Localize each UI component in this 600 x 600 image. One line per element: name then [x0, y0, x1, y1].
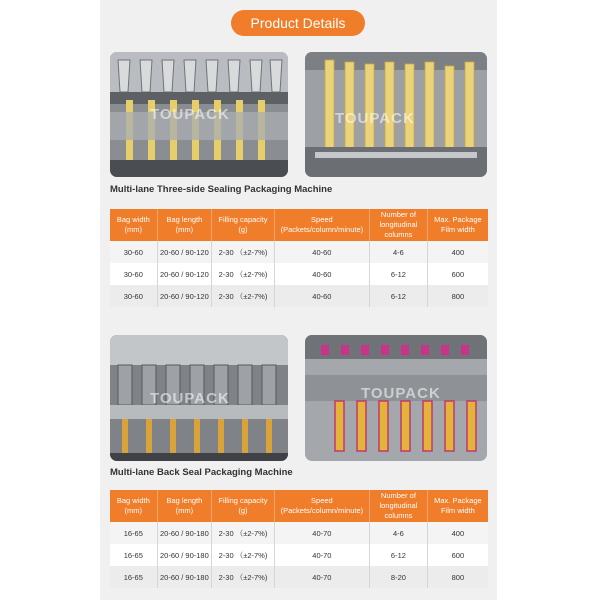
table-cell: 8-20 [370, 566, 428, 588]
watermark-logo: TOUPACK [150, 390, 230, 407]
table-cell: 4-6 [370, 522, 428, 544]
table-cell: 16-65 [110, 522, 158, 544]
table-cell: 40-60 [275, 263, 370, 285]
table-row [110, 522, 488, 544]
spec-table-back-seal [110, 490, 488, 588]
column-header: Speed (Packets/column/minute) [275, 490, 370, 522]
table-cell: 16-65 [110, 544, 158, 566]
page-title: Product Details [231, 10, 365, 36]
table-cell: 4-6 [370, 241, 428, 263]
table-row [110, 241, 488, 263]
table-cell: 400 [428, 241, 488, 263]
column-header: Number of longitudinal columns [370, 209, 428, 241]
table-cell: 16-65 [110, 566, 158, 588]
table-cell: 40-60 [275, 241, 370, 263]
table-cell: 40-60 [275, 285, 370, 307]
column-header: Bag length (mm) [158, 209, 213, 241]
table-row [110, 263, 488, 285]
table-cell: 400 [428, 522, 488, 544]
machine1-photo-sachet-strips [305, 52, 487, 177]
table-cell: 40-70 [275, 522, 370, 544]
watermark-logo: TOUPACK [335, 110, 415, 127]
table-row [110, 566, 488, 588]
table-cell: 40-70 [275, 544, 370, 566]
table-cell: 6-12 [370, 544, 428, 566]
column-header: Bag width (mm) [110, 209, 158, 241]
table-cell: 800 [428, 566, 488, 588]
section-title-back-seal: Multi-lane Back Seal Packaging Machine [110, 467, 293, 478]
watermark-logo: TOUPACK [150, 106, 230, 123]
table-cell: 2-30 （±2-7%) [212, 566, 275, 588]
table-cell: 20-60 / 90-180 [158, 544, 213, 566]
machine1-photo-filling-heads [110, 52, 288, 177]
table-row [110, 285, 488, 307]
table-cell: 20-60 / 90-120 [158, 263, 213, 285]
table-cell: 20-60 / 90-120 [158, 241, 213, 263]
table-cell: 800 [428, 285, 488, 307]
column-header: Number of longitudinal columns [370, 490, 428, 522]
table-cell: 30-60 [110, 263, 158, 285]
section-title-three-side-sealing: Multi-lane Three-side Sealing Packaging Machine [110, 184, 333, 195]
table-cell: 2-30 （±2-7%) [212, 241, 275, 263]
column-header: Max. Package Film width [428, 209, 488, 241]
column-header: Bag width (mm) [110, 490, 158, 522]
machine2-photo-filling-heads [110, 335, 288, 461]
table-row [110, 544, 488, 566]
table-cell: 2-30 （±2-7%) [212, 263, 275, 285]
table-cell: 2-30 （±2-7%) [212, 285, 275, 307]
table-cell: 600 [428, 544, 488, 566]
table-cell: 6-12 [370, 263, 428, 285]
table-cell: 30-60 [110, 285, 158, 307]
table-cell: 2-30 （±2-7%) [212, 544, 275, 566]
spec-table-three-side-sealing [110, 209, 488, 307]
table-cell: 600 [428, 263, 488, 285]
column-header: Filling capacity (g) [212, 490, 275, 522]
table-cell: 2-30 （±2-7%) [212, 522, 275, 544]
column-header: Bag length (mm) [158, 490, 213, 522]
machine2-photo-sachet-strips [305, 335, 487, 461]
table-cell: 30-60 [110, 241, 158, 263]
table-cell: 6-12 [370, 285, 428, 307]
table-cell: 40-70 [275, 566, 370, 588]
table-cell: 20-60 / 90-180 [158, 522, 213, 544]
column-header: Max. Package Film width [428, 490, 488, 522]
table-cell: 20-60 / 90-180 [158, 566, 213, 588]
column-header: Speed (Packets/column/minute) [275, 209, 370, 241]
watermark-logo: TOUPACK [361, 385, 441, 402]
column-header: Filling capacity (g) [212, 209, 275, 241]
table-cell: 20-60 / 90-120 [158, 285, 213, 307]
